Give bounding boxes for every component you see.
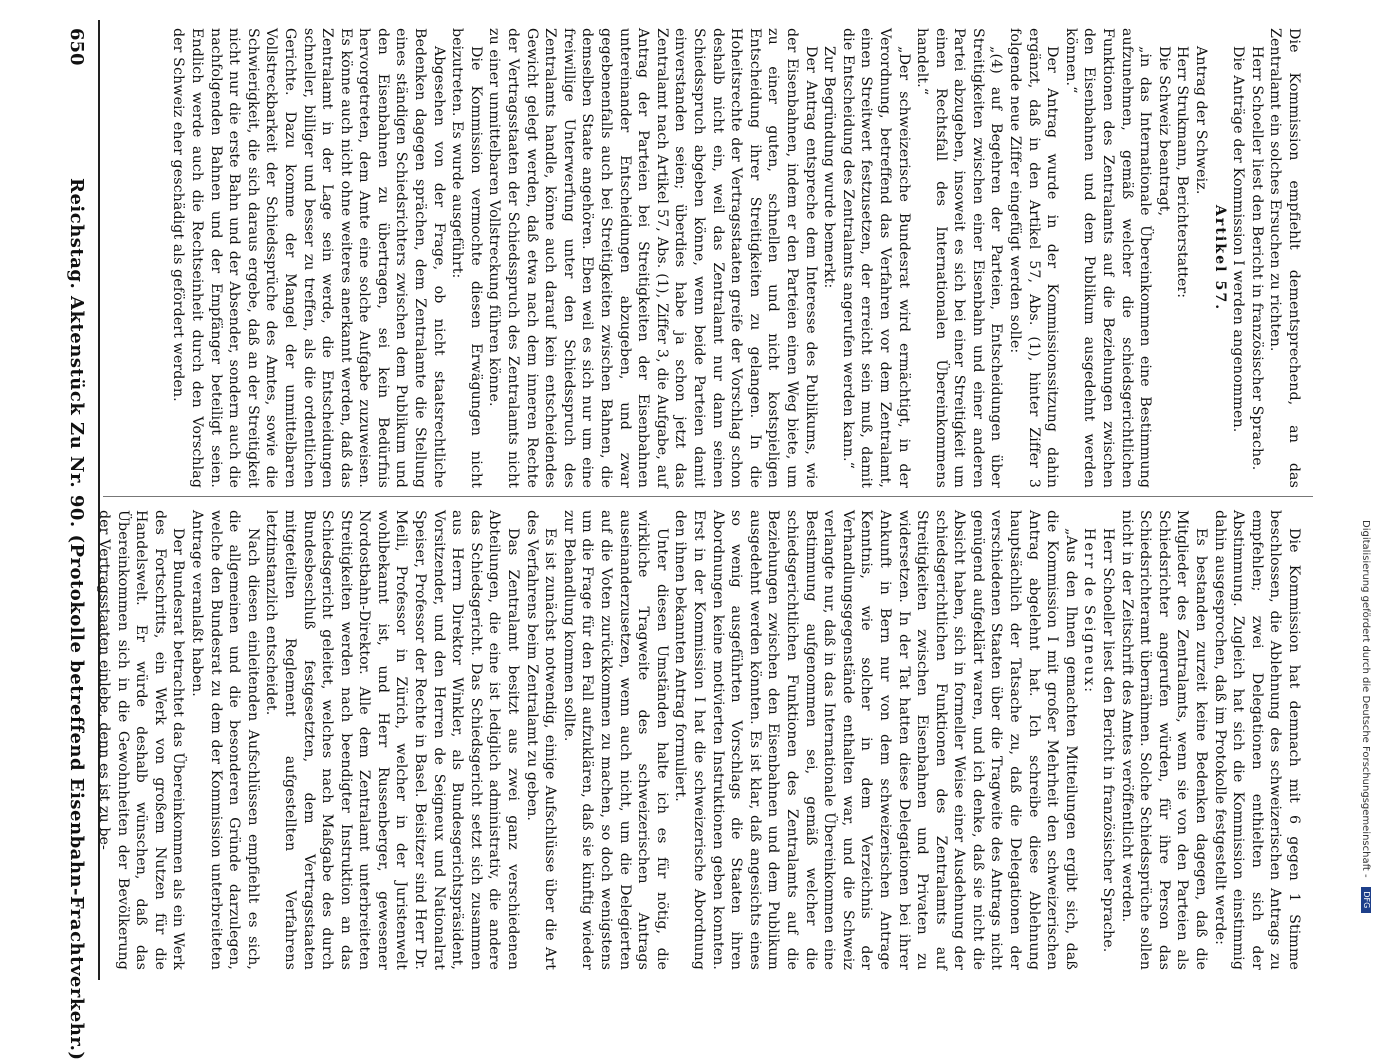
paragraph: Herr Schoeller liest den Bericht in französischer Sprache. <box>1248 46 1265 471</box>
paragraph: Nach diesen einleitenden Aufschlüssen empfiehlt es sich, die allgemeinen und die besonderen Gründe darzulegen, welche den Bundesrat zu dem der Kommission unterbreiteten Antrage veranlaßt haben. <box>188 510 261 970</box>
quote-paragraph: „(4) auf Begehren der Parteien, Entscheidungen über Streitigkeiten zwischen einer Eisenbahn und einer anderen Partei abzugeben, insoweit es sich bei einer Streitigkeit um einen Rechtsfall des Internationalen Übereinkommens handelt.“ <box>914 28 1005 488</box>
paragraph: Antrag der Schweiz. <box>1193 46 1210 195</box>
column-separator <box>103 496 1313 497</box>
page-number: 650 <box>66 28 87 66</box>
paragraph: Unter diesen Umständen halte ich es für nötig, die wirkliche Tragweite des schweizerischen Antrags auseinanderzusetzen, wenn auch nicht, um die Delegierten auf die Voten zurückkommen zu machen, so doch wenigstens um die Frage für den Fall aufzuklären, daß sie künftig wieder zur Behandlung kommen sollte. <box>560 510 670 970</box>
paragraph: Das Zentralamt besitzt aus zwei ganz verschiedenen Abteilungen, die eine ist lediglich administrativ, die andere das Schiedsgericht. Das Schiedsgericht setzt sich zusammen aus Herrn Direktor Winkler, als Bundesgerichtspräsident, Vorsitzender, und den Herren de Seigneux und Nationalrat Speiser, Professor der Rechte in Basel. Beisitzer sind Herr Dr. Meili, Professor in Zürich, welcher in der Juristenwelt wohlbekannt ist, und Herr Russenberger, gewesener Nordostbahn-Direktor. Alle dem Zentralamt unterbreiteten Streitigkeiten werden nach beendigter Instruktion an das Schiedsgericht geleitet, welches nach Maßgabe des durch Bundesbeschluß festgesetzten, dem Vertragsstaaten mitgeteilten Reglement aufgestellten Verfahrens letztinstanzlich entscheidet. <box>263 510 522 970</box>
footer-text: Digitalisierung gefördert durch die Deutsche Forschungsgemeinschaft - <box>1360 520 1371 878</box>
paragraph: Die Kommission vermochte diesen Erwägungen nicht beizutreten. Es wurde ausgeführt: <box>449 28 484 488</box>
page-title: Reichstag. Aktenstück Zu Nr. 90. (Protokolle betreffend Eisenbahn-Frachtverkehr.) <box>66 178 87 1060</box>
digitization-footer <box>1351 520 1371 990</box>
paragraph: Zur Begründung wurde bemerkt: <box>821 46 838 289</box>
quote-paragraph: „Aus den Ihnen gemachten Mitteilungen ergibt sich, daß die Kommission I mit großer Mehrheit den schweizerischen Antrag abgelehnt hat. Ich schreibe diese Ablehnung hauptsächlich der Tatsache zu, daß die Delegationen der verschiedenen Staaten über die Tragweite des Antrags nicht genügend aufgeklärt waren, und ich denke, daß sie nicht die Absicht haben, sich in formeller Weise einer Ausdehnung der schiedsgerichtlichen Funktionen des Zentralamts auf Streitigkeiten zwischen Eisenbahnen und Privaten zu widersetzen. In der Tat hatten diese Delegationen bei ihrer Ankunft in Bern nur von dem schweizerischen Antrage Kenntnis, wie solcher in dem Verzeichnis der Verhandlungsgegenstände enthalten war, und die Schweiz verlangte nur, daß in das Internationale Übereinkommen eine Bestimmung aufgenommen sei, gemäß welcher die schiedsgerichtlichen Funktionen des Zentralamts auf die Beziehungen zwischen den Eisenbahnen und dem Publikum ausgedehnt werden könnten. Es ist klar, daß angesichts eines so wenig ausgeführten Vorschlags die Staaten ihren Abordnungen keine motivierten Instruktionen geben konnten. Erst in der Kommission I hat die schweizerische Abordnung den ihnen bekannten Antrag formuliert. <box>672 510 1079 970</box>
paragraph: Die Kommission empfiehlt dementsprechend, an das Zentralamt ein solches Ersuchen zu richten. <box>1267 28 1302 488</box>
page-header <box>53 28 93 1060</box>
quote-paragraph: „in das Internationale Übereinkommen eine Bestimmung aufzunehmen, gemäß welcher die schiedsgerichtlichen Funktionen des Zentralamts auf die Beziehungen zwischen den Eisenbahnen und dem Publikum ausgedehnt werden können.“ <box>1062 28 1154 488</box>
dfg-logo: DFG <box>1361 887 1371 913</box>
paragraph: Der Antrag entspreche dem Interesse des Publikums, wie der Eisenbahnen, indem er den Parteien einen Weg biete, um zu einer guten, schnellen und nicht kostspieligen Entscheidung ihrer Streitigkeiten zu gelangen. In die Hoheitsrechte der Vertragsstaaten greife der Vorschlag schon deshalb nicht ein, weil das Zentralamt nur dann seinen Schiedsspruch abgeben könne, wenn beide Parteien damit einverstanden seien; überdies habe ja schon jetzt das Zentralamt nach Artikel 57, Abs. (1), Ziffer 3, die Aufgabe, auf Antrag der Parteien bei Streitigkeiten der Eisenbahnen untereinander Entscheidungen abzugeben, und zwar gegebenenfalls auch bei Streitigkeiten zwischen Bahnen, die demselben Staate angehören. Eben weil es sich nur um eine freiwillige Unterwerfung unter den Schiedsspruch des Zentralamts handle, könne auch darauf kein entscheidendes Gewicht gelegt werden, daß etwa nach dem inneren Rechte der Vertragsstaaten der Schiedsspruch des Zentralamts nicht zu einer unmittelbaren Vollstreckung führen könne. <box>486 28 819 488</box>
paragraph: Die Anträge der Kommission I werden angenommen. <box>1230 46 1247 433</box>
paragraph: Herr Schoeller liest den Bericht in französischer Sprache. <box>1100 528 1117 953</box>
article-heading: Artikel 57. <box>1211 204 1228 312</box>
paragraph: Es bestanden zurzeit keine Bedenken dagegen, daß die Mitglieder des Zentralamts, wenn sie von den Parteien als Schiedsrichter angerufen würden, für ihre Person das Schiedsrichteramt übernähmen. Solche Schiedssprüche sollen nicht in der Zeitschrift des Amtes veröffentlicht werden. <box>1118 510 1210 970</box>
paragraph: Abgesehen von der Frage, ob nicht staatsrechtliche Bedenken dagegen sprächen, dem Zentralamte die Stellung eines ständigen Schiedsrichters zwischen dem Publikum und den Eisenbahnen zu übertragen, sei kein Bedürfnis hervorgetreten, dem Amte eine solche Aufgabe zuzuweisen. Es könne auch nicht ohne weiteres anerkannt werden, daß das Zentralamt in der Lage sein werde, die Entscheidungen schneller, billiger und besser zu treffen, als die ordentlichen Gerichte. Dazu komme der Mangel der unmittelbaren Vollstreckbarkeit der Schiedssprüche des Amtes, sowie die Schwierigkeit, die sich daraus ergebe, daß an der Streitigkeit nicht nur die erste Bahn und der Absender, sondern auch die nachfolgenden Bahnen und der Empfänger beteiligt seien. Endlich werde auch die Rechtseinheit durch den Vorschlag der Schweiz eher geschädigt als gefördert werden. <box>170 28 447 489</box>
paragraph: Es ist zunächst notwendig, einige Aufschlüsse über die Art des Verfahrens beim Zentralamt zu geben. <box>523 510 559 970</box>
quote-paragraph: „Der schweizerische Bundesrat wird ermächtigt, in der Verordnung, betreffend das Verfahren vor dem Zentralamt, einen Streitwert festzusetzen, der erreicht sein muß, damit die Entscheidung des Zentralamts angerufen werden kann.“ <box>839 28 912 488</box>
left-column <box>108 28 1303 488</box>
paragraph: Herr Strukmann, Berichterstatter: <box>1174 46 1191 299</box>
paragraph: Die Schweiz beantragt, <box>1155 46 1172 217</box>
paragraph: Der Antrag wurde in der Kommissionssitzung dahin ergänzt, daß in den Artikel 57, Abs. (1), hinter Ziffer 3 folgende neue Ziffer eingefügt werden solle: <box>1007 28 1061 488</box>
paragraph: Die Kommission hat demnach mit 6 gegen 1 Stimme beschlossen, die Ablehnung des schweizerischen Antrags zu empfehlen; zwei Delegationen enthielten sich der Abstimmung. Zugleich hat sich die Kommission einstimmig dahin ausgesprochen, daß im Protokolle festgestellt werde: <box>1211 510 1302 970</box>
speaker-line: Herr de Seigneux: <box>1081 528 1098 695</box>
paragraph: Der Bundesrat betrachtet das Übereinkommen als ein Werk des Fortschritts, ein Werk von großem Nutzen für die Handelswelt. Er würde deshalb wünschen, daß das Übereinkommen sich in die Gewohnheiten der Bevölkerung der Vertragsstaaten einlebe, denn es ist zu be- <box>96 510 187 970</box>
right-column <box>96 510 1303 970</box>
